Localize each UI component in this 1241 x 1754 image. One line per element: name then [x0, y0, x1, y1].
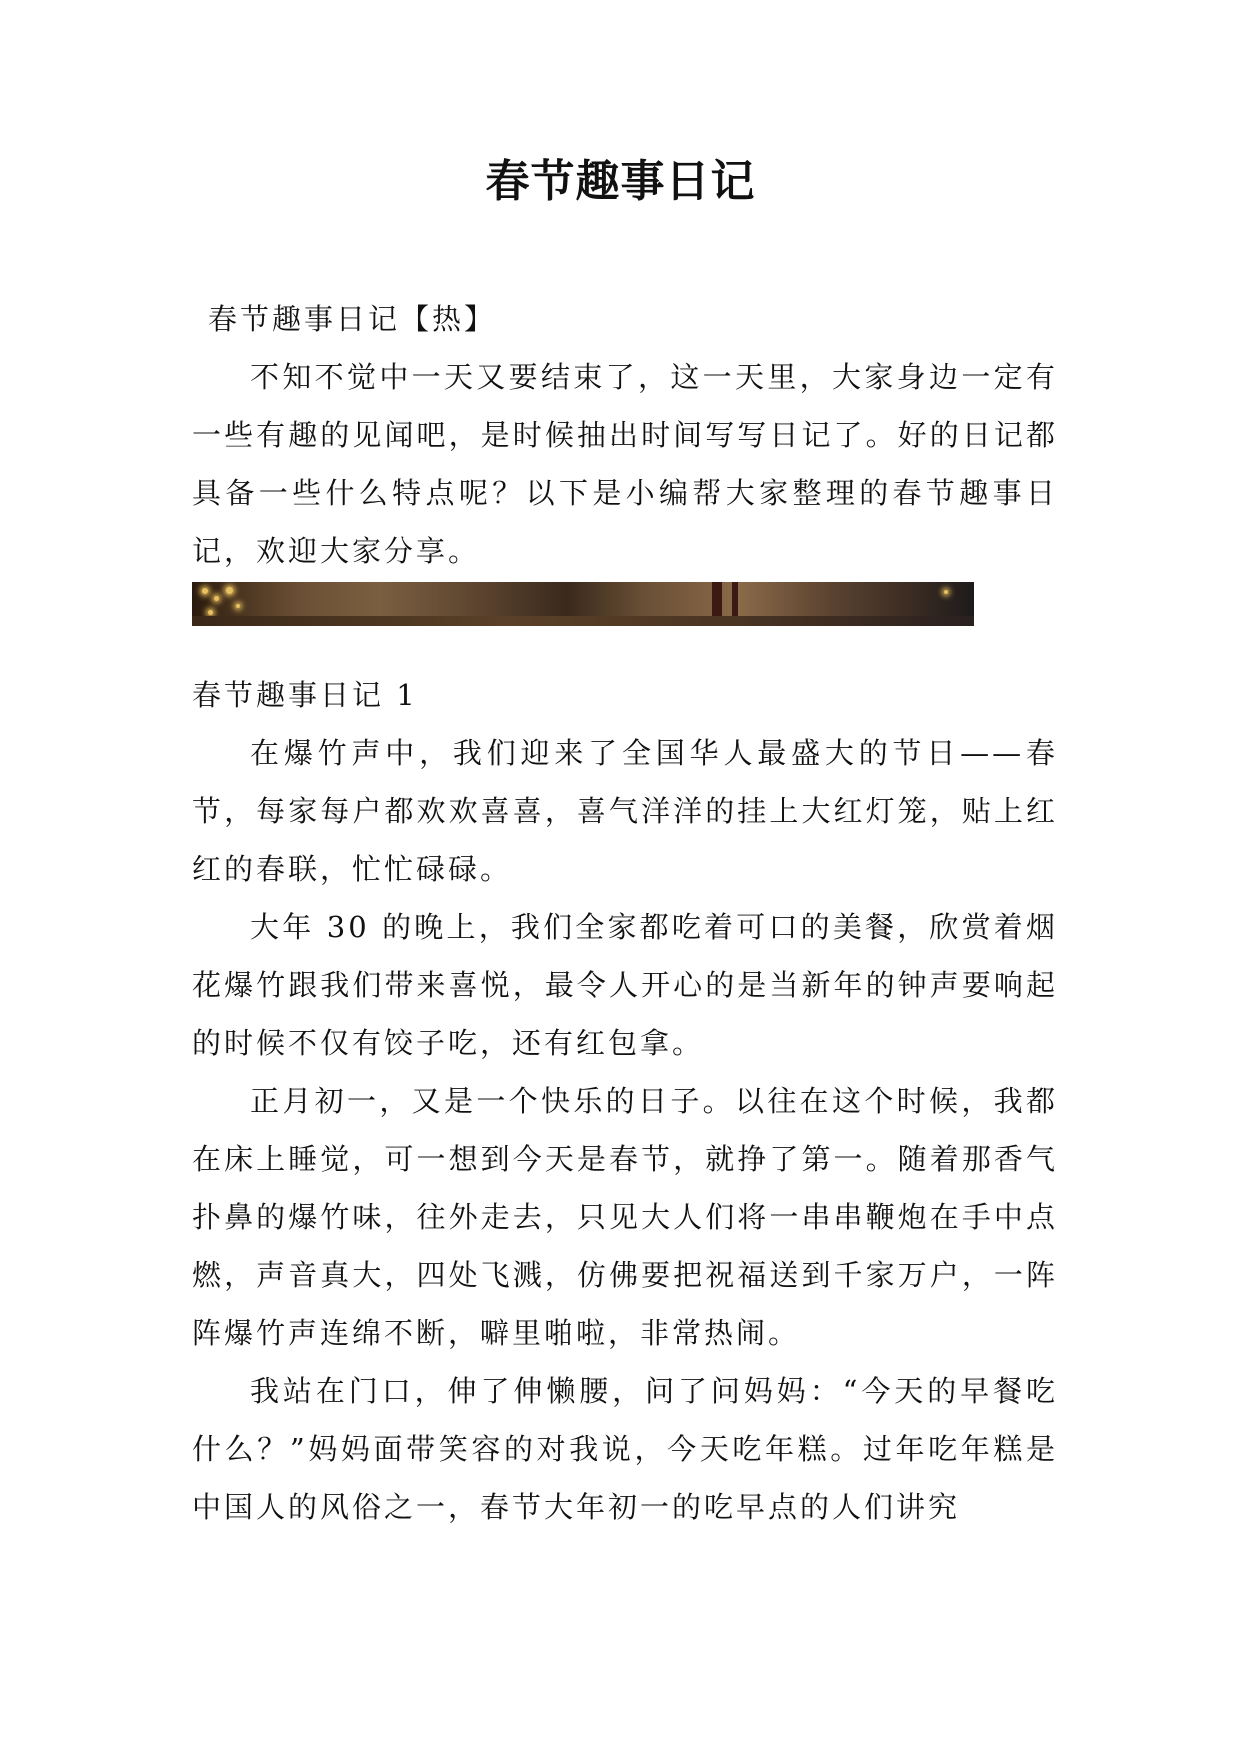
document-title: 春节趣事日记: [485, 156, 756, 207]
light-dot-icon: [208, 610, 213, 615]
light-dot-icon: [214, 596, 219, 601]
body-paragraph: 正月初一，又是一个快乐的日子。以往在这个时候，我都在床上睡觉，可一想到今天是春节，就挣了第一。随着那香气扑鼻的爆竹味，往外走去，只见大人们将一串串鞭炮在手中点燃，声音真大，四处飞溅，仿佛要把祝福送到千家万户，一阵阵爆竹声连绵不断，噼里啪啦，非常热闹。: [192, 1084, 1058, 1350]
body-paragraph: 我站在门口，伸了伸懒腰，问了问妈妈：“今天的早餐吃什么？”妈妈面带笑容的对我说，今天吃年糕。过年吃年糕是中国人的风俗之一，春节大年初一的吃早点的人们讲究: [192, 1374, 1058, 1524]
section-heading: 春节趣事日记 1: [192, 678, 418, 712]
document-body: [192, 290, 1058, 1536]
body-paragraph: 在爆竹声中，我们迎来了全国华人最盛大的节日——春节，每家每户都欢欢喜喜，喜气洋洋的挂上大红灯笼，贴上红红的春联，忙忙碌碌。: [192, 736, 1058, 886]
light-dot-icon: [944, 590, 948, 594]
banner-floor-band: [192, 616, 974, 626]
light-dot-icon: [226, 587, 233, 594]
light-dot-icon: [202, 588, 208, 594]
intro-paragraph: 不知不觉中一天又要结束了，这一天里，大家身边一定有一些有趣的见闻吧，是时候抽出时间写写日记了。好的日记都具备一些什么特点呢？以下是小编帮大家整理的春节趣事日记，欢迎大家分享。: [192, 360, 1058, 568]
light-dot-icon: [236, 604, 240, 608]
document-subtitle: 春节趣事日记【热】: [208, 302, 497, 336]
body-paragraph: 大年 30 的晚上，我们全家都吃着可口的美餐，欣赏着烟花爆竹跟我们带来喜悦，最令人开心的是当新年的钟声要响起的时候不仅有饺子吃，还有红包拿。: [192, 910, 1058, 1060]
banner-image: [192, 582, 974, 626]
